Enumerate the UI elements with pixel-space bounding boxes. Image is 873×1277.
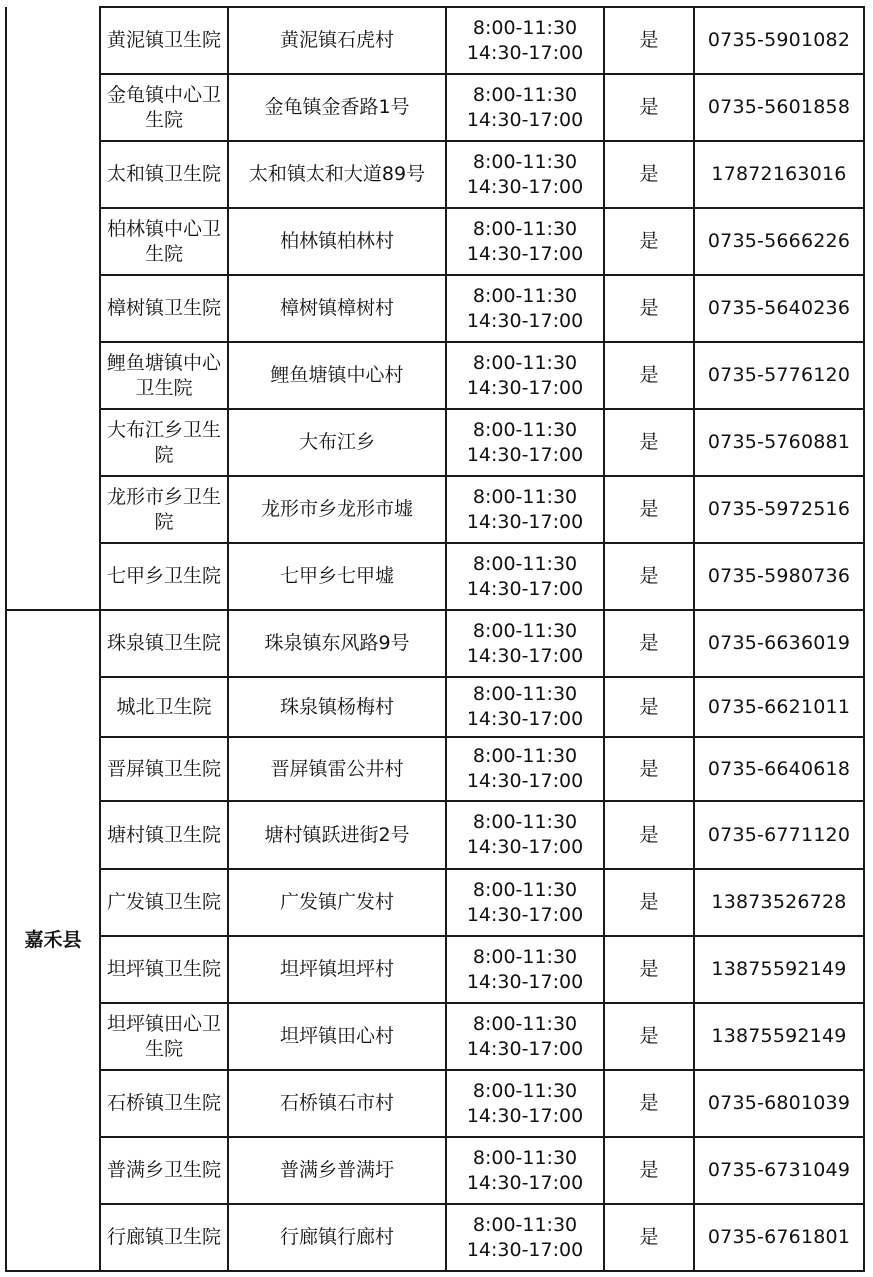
clinic-address: 大布江乡 xyxy=(228,409,446,476)
hours-morning: 8:00-11:30 xyxy=(472,284,578,307)
clinic-phone: 0735-5901082 xyxy=(694,7,864,74)
clinic-hours xyxy=(446,610,604,677)
clinic-name: 金龟镇中心卫生院 xyxy=(100,74,228,141)
availability-flag: 是 xyxy=(604,7,694,74)
table-row xyxy=(6,208,864,275)
availability-flag: 是 xyxy=(604,543,694,610)
table-row xyxy=(6,801,864,869)
hours-morning: 8:00-11:30 xyxy=(472,745,578,767)
table-row xyxy=(6,936,864,1003)
clinic-hours xyxy=(446,869,604,936)
table-row xyxy=(6,476,864,543)
clinic-hours xyxy=(446,543,604,610)
clinic-table-body xyxy=(6,7,864,1271)
clinic-address: 七甲乡七甲墟 xyxy=(228,543,446,610)
clinic-hours xyxy=(446,936,604,1003)
clinic-name: 石桥镇卫生院 xyxy=(100,1070,228,1137)
hours-morning: 8:00-11:30 xyxy=(472,485,578,508)
hours-afternoon: 14:30-17:00 xyxy=(466,175,584,198)
clinic-hours xyxy=(446,801,604,869)
clinic-phone: 0735-5776120 xyxy=(694,342,864,409)
hours-afternoon: 14:30-17:00 xyxy=(466,309,584,332)
hours-afternoon: 14:30-17:00 xyxy=(466,108,584,131)
table-row xyxy=(6,610,864,677)
clinic-address: 珠泉镇杨梅村 xyxy=(228,677,446,737)
hours-afternoon: 14:30-17:00 xyxy=(466,577,584,600)
clinic-name: 普满乡卫生院 xyxy=(100,1137,228,1204)
availability-flag: 是 xyxy=(604,869,694,936)
table-row xyxy=(6,409,864,476)
table-row xyxy=(6,1003,864,1070)
county-cell xyxy=(6,7,100,610)
clinic-hours xyxy=(446,737,604,801)
clinic-address: 坦坪镇田心村 xyxy=(228,1003,446,1070)
availability-flag: 是 xyxy=(604,1137,694,1204)
clinic-hours xyxy=(446,342,604,409)
table-row xyxy=(6,74,864,141)
table-row xyxy=(6,1137,864,1204)
hours-morning: 8:00-11:30 xyxy=(472,619,578,642)
clinic-hours xyxy=(446,275,604,342)
hours-morning: 8:00-11:30 xyxy=(472,150,578,173)
hours-afternoon: 14:30-17:00 xyxy=(466,1171,584,1194)
hours-afternoon: 14:30-17:00 xyxy=(466,644,584,667)
availability-flag: 是 xyxy=(604,74,694,141)
clinic-address: 珠泉镇东风路9号 xyxy=(228,610,446,677)
county-cell: 嘉禾县 xyxy=(6,610,100,1271)
hours-afternoon: 14:30-17:00 xyxy=(466,970,584,993)
clinic-phone: 17872163016 xyxy=(694,141,864,208)
availability-flag: 是 xyxy=(604,275,694,342)
clinic-name: 樟树镇卫生院 xyxy=(100,275,228,342)
hours-morning: 8:00-11:30 xyxy=(472,83,578,106)
clinic-address: 广发镇广发村 xyxy=(228,869,446,936)
table-row xyxy=(6,1204,864,1271)
clinic-address: 普满乡普满圩 xyxy=(228,1137,446,1204)
clinic-phone: 0735-5760881 xyxy=(694,409,864,476)
clinic-address: 黄泥镇石虎村 xyxy=(228,7,446,74)
clinic-phone: 0735-6621011 xyxy=(694,677,864,737)
availability-flag: 是 xyxy=(604,1070,694,1137)
hours-morning: 8:00-11:30 xyxy=(472,16,578,39)
hours-afternoon: 14:30-17:00 xyxy=(466,836,584,858)
availability-flag: 是 xyxy=(604,1204,694,1271)
clinic-name: 大布江乡卫生院 xyxy=(100,409,228,476)
clinic-phone: 13873526728 xyxy=(694,869,864,936)
hours-afternoon: 14:30-17:00 xyxy=(466,770,584,792)
clinic-address: 行廊镇行廊村 xyxy=(228,1204,446,1271)
availability-flag: 是 xyxy=(604,677,694,737)
clinic-hours xyxy=(446,1070,604,1137)
clinic-address: 太和镇太和大道89号 xyxy=(228,141,446,208)
availability-flag: 是 xyxy=(604,610,694,677)
table-row xyxy=(6,275,864,342)
table-row xyxy=(6,141,864,208)
table-row xyxy=(6,1070,864,1137)
table-row xyxy=(6,737,864,801)
clinic-name: 黄泥镇卫生院 xyxy=(100,7,228,74)
hours-morning: 8:00-11:30 xyxy=(472,351,578,374)
clinic-name: 七甲乡卫生院 xyxy=(100,543,228,610)
availability-flag: 是 xyxy=(604,737,694,801)
clinic-address: 鲤鱼塘镇中心村 xyxy=(228,342,446,409)
clinic-hours xyxy=(446,1204,604,1271)
clinic-phone: 0735-6731049 xyxy=(694,1137,864,1204)
hours-afternoon: 14:30-17:00 xyxy=(466,903,584,926)
table-row xyxy=(6,543,864,610)
table-row xyxy=(6,677,864,737)
hours-morning: 8:00-11:30 xyxy=(472,1213,578,1236)
hours-afternoon: 14:30-17:00 xyxy=(466,1238,584,1261)
table-row xyxy=(6,342,864,409)
clinic-hours xyxy=(446,1003,604,1070)
clinic-name: 柏林镇中心卫生院 xyxy=(100,208,228,275)
availability-flag: 是 xyxy=(604,936,694,1003)
clinic-phone: 0735-5972516 xyxy=(694,476,864,543)
hours-morning: 8:00-11:30 xyxy=(472,811,578,833)
hours-afternoon: 14:30-17:00 xyxy=(466,376,584,399)
hours-morning: 8:00-11:30 xyxy=(472,683,578,705)
clinic-phone: 0735-6636019 xyxy=(694,610,864,677)
availability-flag: 是 xyxy=(604,409,694,476)
clinic-address: 晋屏镇雷公井村 xyxy=(228,737,446,801)
clinic-name: 坦坪镇卫生院 xyxy=(100,936,228,1003)
clinic-hours xyxy=(446,208,604,275)
hours-afternoon: 14:30-17:00 xyxy=(466,1104,584,1127)
clinic-name: 行廊镇卫生院 xyxy=(100,1204,228,1271)
clinic-address: 樟树镇樟树村 xyxy=(228,275,446,342)
clinic-phone: 0735-5666226 xyxy=(694,208,864,275)
clinic-address: 龙形市乡龙形市墟 xyxy=(228,476,446,543)
clinic-name: 太和镇卫生院 xyxy=(100,141,228,208)
hours-morning: 8:00-11:30 xyxy=(472,418,578,441)
clinic-name: 鲤鱼塘镇中心卫生院 xyxy=(100,342,228,409)
clinic-name: 坦坪镇田心卫生院 xyxy=(100,1003,228,1070)
clinic-phone: 13875592149 xyxy=(694,936,864,1003)
clinic-hours xyxy=(446,409,604,476)
clinic-address: 柏林镇柏林村 xyxy=(228,208,446,275)
hours-morning: 8:00-11:30 xyxy=(472,878,578,901)
hours-morning: 8:00-11:30 xyxy=(472,552,578,575)
hours-afternoon: 14:30-17:00 xyxy=(466,242,584,265)
clinic-name: 广发镇卫生院 xyxy=(100,869,228,936)
availability-flag: 是 xyxy=(604,801,694,869)
availability-flag: 是 xyxy=(604,1003,694,1070)
hours-afternoon: 14:30-17:00 xyxy=(466,443,584,466)
clinic-name: 晋屏镇卫生院 xyxy=(100,737,228,801)
clinic-name: 塘村镇卫生院 xyxy=(100,801,228,869)
clinic-hours xyxy=(446,74,604,141)
clinic-name: 城北卫生院 xyxy=(100,677,228,737)
hours-morning: 8:00-11:30 xyxy=(472,1079,578,1102)
hours-afternoon: 14:30-17:00 xyxy=(466,510,584,533)
clinic-phone: 0735-6771120 xyxy=(694,801,864,869)
hours-morning: 8:00-11:30 xyxy=(472,217,578,240)
clinic-phone: 0735-5980736 xyxy=(694,543,864,610)
clinic-table xyxy=(5,6,865,1272)
table-row xyxy=(6,869,864,936)
clinic-hours xyxy=(446,141,604,208)
clinic-address: 金龟镇金香路1号 xyxy=(228,74,446,141)
hours-morning: 8:00-11:30 xyxy=(472,945,578,968)
clinic-phone: 0735-5640236 xyxy=(694,275,864,342)
clinic-phone: 0735-6761801 xyxy=(694,1204,864,1271)
clinic-phone: 0735-5601858 xyxy=(694,74,864,141)
hours-afternoon: 14:30-17:00 xyxy=(466,1037,584,1060)
hours-morning: 8:00-11:30 xyxy=(472,1146,578,1169)
clinic-name: 龙形市乡卫生院 xyxy=(100,476,228,543)
hours-morning: 8:00-11:30 xyxy=(472,1012,578,1035)
clinic-phone: 0735-6640618 xyxy=(694,737,864,801)
availability-flag: 是 xyxy=(604,476,694,543)
clinic-address: 塘村镇跃进街2号 xyxy=(228,801,446,869)
availability-flag: 是 xyxy=(604,342,694,409)
clinic-hours xyxy=(446,1137,604,1204)
availability-flag: 是 xyxy=(604,141,694,208)
table-row xyxy=(6,7,864,74)
clinic-address: 石桥镇石市村 xyxy=(228,1070,446,1137)
clinic-hours xyxy=(446,677,604,737)
clinic-hours xyxy=(446,7,604,74)
hours-afternoon: 14:30-17:00 xyxy=(466,708,584,730)
clinic-name: 珠泉镇卫生院 xyxy=(100,610,228,677)
clinic-address: 坦坪镇坦坪村 xyxy=(228,936,446,1003)
clinic-phone: 0735-6801039 xyxy=(694,1070,864,1137)
hours-afternoon: 14:30-17:00 xyxy=(466,41,584,64)
clinic-phone: 13875592149 xyxy=(694,1003,864,1070)
availability-flag: 是 xyxy=(604,208,694,275)
clinic-hours xyxy=(446,476,604,543)
